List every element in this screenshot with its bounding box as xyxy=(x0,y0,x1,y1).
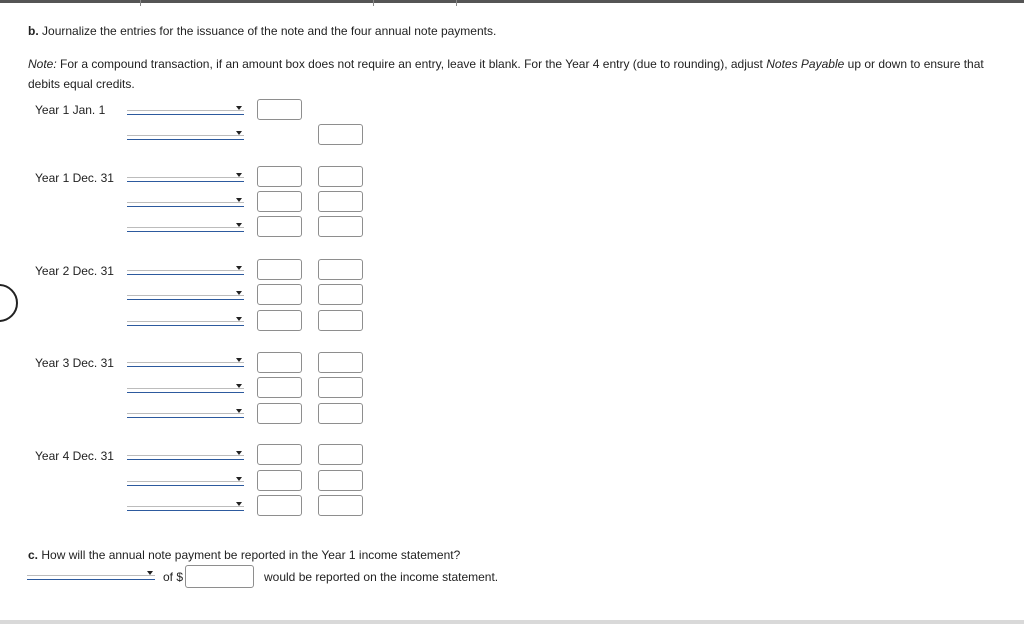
credit-amount-input[interactable] xyxy=(318,216,363,237)
debit-amount-input[interactable] xyxy=(257,403,302,424)
top-divider xyxy=(0,0,1024,3)
debit-amount-input[interactable] xyxy=(257,495,302,516)
dropdown-arrow-icon xyxy=(236,451,242,455)
entry-date-year1-dec31: Year 1 Dec. 31 xyxy=(35,171,114,185)
dropdown-arrow-icon xyxy=(236,223,242,227)
credit-amount-input[interactable] xyxy=(318,310,363,331)
part-b-instruction: Journalize the entries for the issuance of the note and the four annual note payments. xyxy=(42,24,497,38)
debit-amount-input[interactable] xyxy=(257,470,302,491)
debit-amount-input[interactable] xyxy=(257,99,302,120)
debit-amount-input[interactable] xyxy=(257,284,302,305)
entry-date-year4-dec31: Year 4 Dec. 31 xyxy=(35,449,114,463)
account-select[interactable] xyxy=(127,128,244,140)
part-c-question: How will the annual note payment be reported in the Year 1 income statement? xyxy=(41,548,461,562)
account-select[interactable] xyxy=(127,195,244,207)
dropdown-arrow-icon xyxy=(236,198,242,202)
debit-amount-input[interactable] xyxy=(257,352,302,373)
credit-amount-input[interactable] xyxy=(318,166,363,187)
income-statement-item-select[interactable] xyxy=(27,568,155,580)
credit-amount-input[interactable] xyxy=(318,259,363,280)
debit-amount-input[interactable] xyxy=(257,310,302,331)
part-c-tail-text: would be reported on the income statement. xyxy=(264,570,499,584)
dropdown-arrow-icon xyxy=(236,291,242,295)
part-c-heading xyxy=(28,548,460,562)
dropdown-arrow-icon xyxy=(236,106,242,110)
credit-amount-input[interactable] xyxy=(318,444,363,465)
note-text-2: up or down to ensure that debits equal credits. xyxy=(28,57,984,91)
part-b-note xyxy=(28,54,1018,94)
scroll-marker-circle xyxy=(0,284,18,322)
debit-amount-input[interactable] xyxy=(257,166,302,187)
top-divider-tick xyxy=(140,0,141,6)
credit-amount-input[interactable] xyxy=(318,470,363,491)
part-b-heading xyxy=(28,24,496,38)
debit-amount-input[interactable] xyxy=(257,444,302,465)
credit-amount-input[interactable] xyxy=(318,191,363,212)
debit-amount-input[interactable] xyxy=(257,377,302,398)
account-select[interactable] xyxy=(127,499,244,511)
credit-amount-input[interactable] xyxy=(318,377,363,398)
credit-amount-input[interactable] xyxy=(318,352,363,373)
income-statement-amount-input[interactable] xyxy=(185,565,254,588)
entry-date-year3-dec31: Year 3 Dec. 31 xyxy=(35,356,114,370)
credit-amount-input[interactable] xyxy=(318,403,363,424)
dropdown-arrow-icon xyxy=(236,358,242,362)
credit-amount-input[interactable] xyxy=(318,124,363,145)
account-select[interactable] xyxy=(127,263,244,275)
dropdown-arrow-icon xyxy=(236,409,242,413)
account-select[interactable] xyxy=(127,288,244,300)
top-divider-tick xyxy=(456,0,457,6)
account-select[interactable] xyxy=(127,381,244,393)
note-label: Note: xyxy=(28,57,57,71)
account-select[interactable] xyxy=(127,448,244,460)
dropdown-arrow-icon xyxy=(236,173,242,177)
dropdown-arrow-icon xyxy=(147,571,153,575)
account-select[interactable] xyxy=(127,355,244,367)
debit-amount-input[interactable] xyxy=(257,259,302,280)
dropdown-arrow-icon xyxy=(236,266,242,270)
part-c-letter: c. xyxy=(28,548,39,562)
entry-date-year2-dec31: Year 2 Dec. 31 xyxy=(35,264,114,278)
account-select[interactable] xyxy=(127,314,244,326)
account-select[interactable] xyxy=(127,220,244,232)
dropdown-arrow-icon xyxy=(236,502,242,506)
credit-amount-input[interactable] xyxy=(318,284,363,305)
note-emphasis: Notes Payable xyxy=(766,57,845,71)
top-divider-tick xyxy=(373,0,374,6)
dropdown-arrow-icon xyxy=(236,317,242,321)
debit-amount-input[interactable] xyxy=(257,216,302,237)
credit-amount-input[interactable] xyxy=(318,495,363,516)
account-select[interactable] xyxy=(127,474,244,486)
part-b-letter: b. xyxy=(28,24,39,38)
of-dollar-label: of $ xyxy=(163,570,184,584)
entry-date-year1-jan1: Year 1 Jan. 1 xyxy=(35,103,106,117)
account-select[interactable] xyxy=(127,406,244,418)
bottom-divider xyxy=(0,620,1024,624)
debit-amount-input[interactable] xyxy=(257,191,302,212)
dropdown-arrow-icon xyxy=(236,131,242,135)
note-text-1: For a compound transaction, if an amount box does not require an entry, leave it blank. For the Year 4 entry (due to rounding), adjust xyxy=(60,57,763,71)
dropdown-arrow-icon xyxy=(236,384,242,388)
account-select[interactable] xyxy=(127,170,244,182)
dropdown-arrow-icon xyxy=(236,477,242,481)
account-select[interactable] xyxy=(127,103,244,115)
